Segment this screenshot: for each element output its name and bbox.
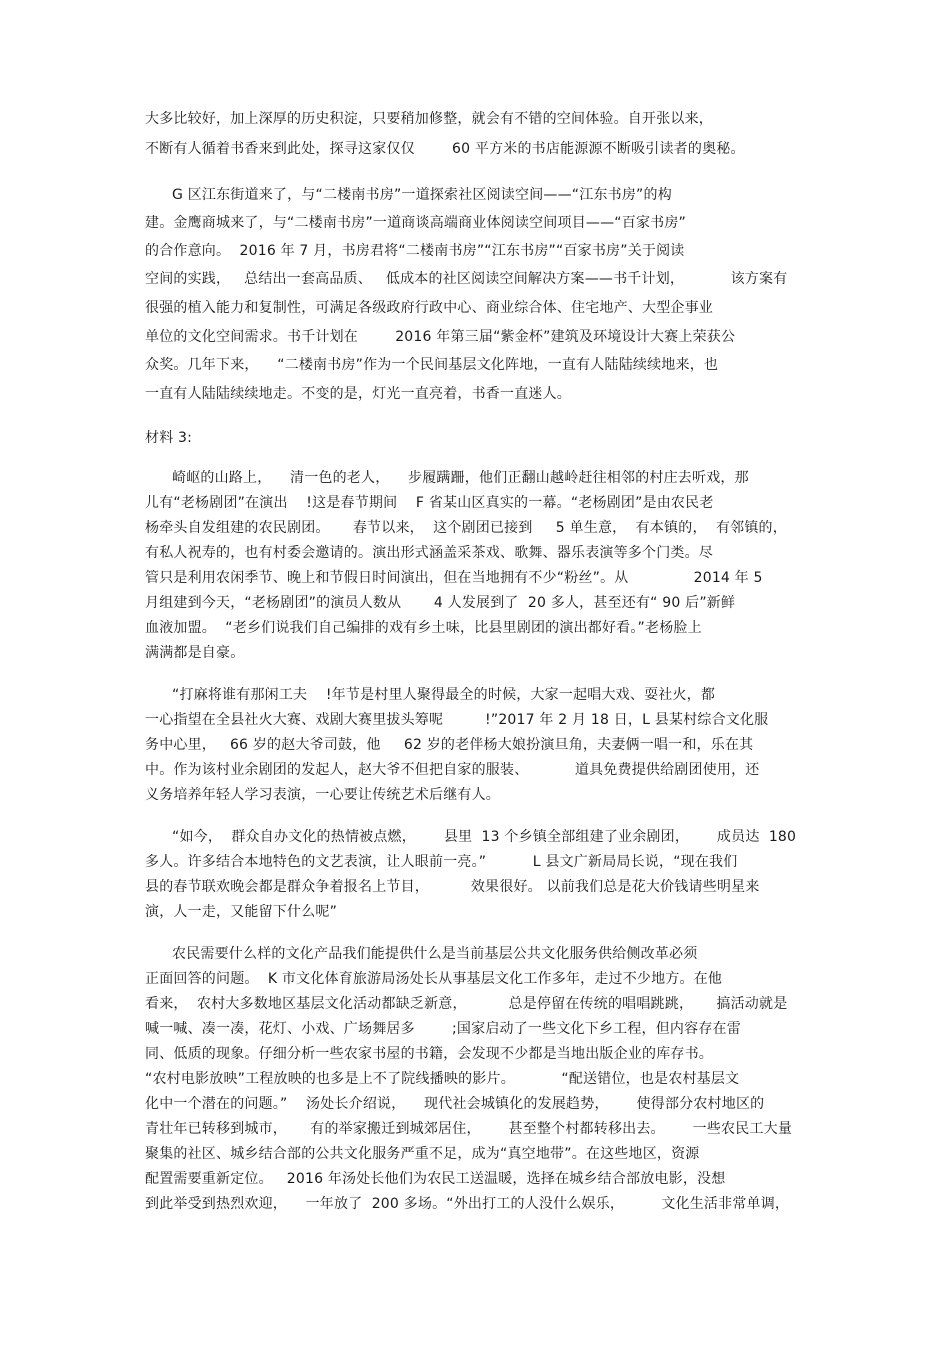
text-line: 的合作意向。 2016 年 7 月，书房君将“二楼南书房”“江东书房”“百家书房”关于阅读 [145, 243, 685, 259]
text-line: 聚集的社区、城乡结合部的公共文化服务严重不足，成为“真空地带”。在这些地区，资源 [145, 1146, 700, 1162]
text-line: 多人。许多结合本地特色的文艺表演，让人眼前一亮。” L 县文广新局局长说，“现在我们 [145, 854, 738, 870]
text-line: 材料 3: [145, 430, 193, 446]
text-line: 一直有人陆陆续续地走。不变的是，灯光一直亮着，书香一直迷人。 [145, 386, 571, 402]
text-line: 中。作为该村业余剧团的发起人，赵大爷不但把自家的服装、 道具免费提供给剧团使用，还 [145, 762, 760, 778]
text-line: 青壮年已转移到城市， 有的举家搬迁到城郊居住， 甚至整个村都转移出去。 一些农民工大量 [145, 1121, 793, 1137]
text-line: 满满都是自豪。 [145, 645, 245, 661]
text-line: 众奖。几年下来， “二楼南书房”作为一个民间基层文化阵地，一直有人陆陆续续地来，也 [145, 357, 719, 373]
text-line: “打麻将谁有那闲工夫 !年节是村里人聚得最全的时候，大家一起唱大戏、耍社火，都 [172, 687, 716, 703]
text-line: 演，人一走，又能留下什么呢” [145, 904, 338, 920]
text-line: 配置需要重新定位。 2016 年汤处长他们为农民工送温暖，选择在城乡结合部放电影，没想 [145, 1171, 726, 1187]
text-line: 单位的文化空间需求。书千计划在 2016 年第三届“紫金杯”建筑及环境设计大赛上荣获公 [145, 329, 736, 345]
text-line: 管只是利用农闲季节、晚上和节假日时间演出，但在当地拥有不少“粉丝”。从 2014 年 5 [145, 570, 763, 586]
text-line: “如今， 群众自办文化的热情被点燃， 县里 13 个乡镇全部组建了业余剧团， 成员达 180 [172, 829, 797, 845]
text-line: 儿有“老杨剧团”在演出 !这是春节期间 F 省某山区真实的一幕。“老杨剧团”是由农民老 [145, 495, 714, 511]
text-line: 一心指望在全县社火大赛、戏剧大赛里拔头筹呢 !”2017 年 2 月 18 日，L 县某村综合文化服 [145, 712, 769, 728]
text-line: 很强的植入能力和复制性，可满足各级政府行政中心、商业综合体、住宅地产、大型企事业 [145, 300, 713, 316]
text-line: 到此举受到热烈欢迎， 一年放了 200 多场。“外出打工的人没什么娱乐， 文化生活非常单调， [145, 1196, 790, 1212]
text-line: 血液加盟。 “老乡们说我们自己编排的戏有乡土味，比县里剧团的演出都好看。”老杨脸上 [145, 620, 702, 636]
text-line: 不断有人循着书香来到此处，探寻这家仅仅 60 平方米的书店能源源不断吸引读者的奥秘。 [145, 141, 745, 157]
text-line: G 区江东街道来了，与“二楼南书房”一道探索社区阅读空间——“江东书房”的构 [172, 187, 672, 203]
text-line: 有私人祝寿的，也有村委会邀请的。演出形式涵盖采茶戏、歌舞、器乐表演等多个门类。尽 [145, 545, 713, 561]
text-line: 同、低质的现象。仔细分析一些农家书屋的书籍，会发现不少都是当地出版企业的库存书。 [145, 1046, 713, 1062]
text-line: 月组建到今天，“老杨剧团”的演员人数从 4 人发展到了 20 多人，甚至还有“ 90 后”新鲜 [145, 595, 736, 611]
text-line: 义务培养年轻人学习表演，一心要让传统艺术后继有人。 [145, 787, 500, 803]
text-line: 空间的实践， 总结出一套高品质、 低成本的社区阅读空间解决方案——书千计划， 该方案有 [145, 271, 788, 287]
text-line: 农民需要什么样的文化产品我们能提供什么是当前基层公共文化服务供给侧改革必须 [172, 946, 698, 962]
text-line: 大多比较好，加上深厚的历史积淀，只要稍加修整，就会有不错的空间体验。自开张以来， [145, 111, 713, 127]
text-line: “农村电影放映”工程放映的也多是上不了院线播映的影片。 “配送错位，也是农村基层文 [145, 1071, 740, 1087]
text-line: 建。金鹰商城来了，与“二楼南书房”一道商谈高端商业体阅读空间项目——“百家书房” [145, 215, 687, 231]
text-line: 县的春节联欢晚会都是群众争着报名上节目， 效果很好。 以前我们总是花大价钱请些明星来 [145, 879, 760, 895]
text-line: 喊一喊、凑一凑，花灯、小戏、广场舞居多 ;国家启动了一些文化下乡工程，但内容存在雷 [145, 1021, 741, 1037]
text-line: 杨牵头自发组建的农民剧团。 春节以来， 这个剧团已接到 5 单生意， 有本镇的， 有邻镇的， [145, 520, 787, 536]
text-line: 崎岖的山路上， 清一色的老人， 步履蹒跚，他们正翻山越岭赶往相邻的村庄去听戏，那 [172, 470, 749, 486]
text-line: 化中一个潜在的问题。” 汤处长介绍说， 现代社会城镇化的发展趋势， 使得部分农村地区的 [145, 1096, 765, 1112]
text-line: 正面回答的问题。 K 市文化体育旅游局汤处长从事基层文化工作多年，走过不少地方。在他 [145, 971, 723, 987]
text-line: 务中心里， 66 岁的赵大爷司鼓，他 62 岁的老伴杨大娘扮演旦角，夫妻俩一唱一和，乐在其 [145, 737, 754, 753]
text-line: 看来， 农村大多数地区基层文化活动都缺乏新意， 总是停留在传统的唱唱跳跳， 搞活动就是 [145, 996, 788, 1012]
